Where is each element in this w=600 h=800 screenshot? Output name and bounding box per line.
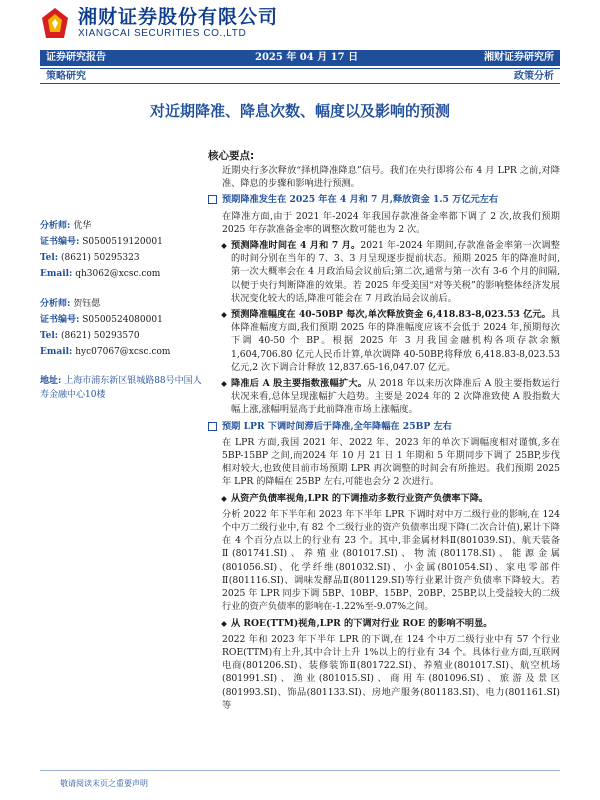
bullet-item: [222, 308, 560, 374]
bullet-item: [222, 377, 560, 417]
section-2-heading: [208, 420, 560, 433]
report-title: 对近期降准、降息次数、幅度以及影响的预测: [149, 102, 450, 120]
analyst-2-tel-row: [40, 328, 205, 344]
header: [0, 0, 600, 52]
analyst-2-name: 贺钰偲: [73, 299, 101, 309]
analyst-1-name-row: [40, 218, 205, 234]
analyst-1-email-row: [40, 266, 205, 282]
institute-name: 湘财证券研究所: [484, 52, 554, 63]
intro-paragraph: 近期央行多次释放“择机降准降息”信号。我们在央行即将公布 4 月 LPR 之前,对降准、降息的步骤和影响进行预测。: [222, 165, 560, 190]
report-date: 2025 年 04 月 17 日: [255, 52, 359, 63]
analyst-sidebar: [40, 218, 205, 402]
section-1-text: 预期降准发生在 2025 年在 4 月和 7 月,释放资金 1.5 万亿元左右: [222, 194, 499, 206]
analyst-2-email-row: [40, 344, 205, 360]
bullet-text: 具体降准幅度方面,我们预期 2025 年的降准幅度应该不会低于 2024 年,预期每次下调 40-50 个 BP。根据 2025 年 3 月我国金融机构各项存款余额 1,604,706.80 亿元人民币计算,单次调降 40-50BP,将释放 6,418.83-8,023.53 亿元,2 次下调合计释放 12,837.65-16,047.07 亿元。: [231, 309, 560, 373]
analyst-2-name-row: [40, 296, 205, 312]
analyst-2-tel: (8621) 50293570: [61, 331, 140, 341]
section-2-text: 预期 LPR 下调时间滞后于降准,全年降幅在 25BP 左右: [222, 420, 452, 432]
label: Tel:: [40, 253, 59, 263]
logo-mark-icon: [38, 6, 72, 40]
label: 证书编号:: [40, 315, 80, 325]
label: 证书编号:: [40, 237, 80, 247]
paragraph: 分析 2022 年下半年和 2023 年下半年 LPR 下调时对中万二级行业的影响,在 124 个中万二级行业中,有 82 个二级行业的资产负债率出现下降(二次合计值),累计下降在 4 个百分点以上的行业有 23 个。其中,非金属材料Ⅱ(801039.SI)、航天装备Ⅱ(801741.SI)、养殖业(801017.SI)、物流(801178.SI)、能源金属(801056.SI)、化学纤维(801032.SI)、小金属(801054.SI)、家电零部件Ⅱ(801116.SI)、调味发酵品Ⅱ(801129.SI)等行业累计资产负债率下降较大。若 2025 年 LPR 同步下调 5BP、10BP、15BP、20BP、25BP,以上受益较大的二级行业的资产负债率的影响在-1.22%至-9.07%之间。: [222, 508, 560, 613]
bullet-text: 从 2018 年以来历次降准后 A 股主要指数运行状况来看,总体呈现涨幅扩大趋势。主要是 2024 年的 2 次降准致使 A 股指数大幅上涨,涨幅明显高于此前降准市场上涨幅度。: [231, 378, 560, 416]
bullet-item: [222, 239, 560, 305]
report-type: 证券研究报告: [46, 52, 106, 63]
checkbox-icon: [208, 195, 217, 204]
report-info-bar: [40, 50, 560, 66]
company-logo: [38, 6, 278, 40]
analyst-1-tel-row: [40, 250, 205, 266]
analyst-1-name: 优华: [73, 221, 92, 231]
bullet-title: 降准后 A 股主要指数涨幅扩大。: [231, 378, 368, 390]
checkbox-icon: [208, 422, 217, 431]
address-label: 地址:: [40, 376, 62, 386]
footer-divider: [40, 770, 560, 771]
label: Tel:: [40, 331, 59, 341]
logo-name-cn: 湘财证券股份有限公司: [78, 6, 279, 28]
analyst-2-cert-row: [40, 312, 205, 328]
research-category: 策略研究: [46, 71, 86, 82]
analyst-1-cert-row: [40, 234, 205, 250]
footer-disclaimer: 敬请阅读末页之重要声明: [60, 779, 148, 788]
paragraph: 在 LPR 方面,我国 2021 年、2022 年、2023 年的单次下调幅度相对谨慎,多在 5BP-15BP 之间,而2024 年 10 月 21 日 1 年期和 5 年期同步下调了 25BP,步伐相对较大,也致使目前市场预期 LPR 再次调整的时间会有所推迟。我们预期 2025 年 LPR 的降幅在 25BP 左右,可能也会分 2 次进行。: [222, 436, 560, 488]
bullet-text: 2021 年-2024 年期间,存款准备金率第一次调整的时间分别在当年的 7、3、3 月呈现逐步提前状态。预期 2025 年的降准时间,第一次大概率会在 4 月政治局会议前后;第二次,通常与第一次有 3-6 个月的间隔,以便于央行判断降准的效果。若 2025 年受美国“对等关税”的影响整体经济发展状况变化较大的话,降准可能会在 7 月政治局会议前后。: [231, 240, 560, 304]
paragraph: 在降准方面,由于 2021 年-2024 年我国存款准备金率都下调了 2 次,故我们预期 2025 年存款准备金率的调整次数可能也为 2 次。: [222, 210, 560, 235]
address: [40, 374, 205, 402]
analyst-1-tel: (8621) 50295323: [61, 253, 140, 263]
core-points-title: 核心要点:: [208, 150, 255, 162]
logo-name-en: XIANGCAI SECURITIES CO.,LTD: [78, 28, 247, 39]
bullet-title: 预测降准幅度在 40-50BP 每次,单次释放资金 6,418.83-8,023.53 亿元。: [231, 309, 551, 321]
bullet-title: 预测降准时间在 4 月和 7 月。: [231, 240, 361, 252]
address-text: 上海市浦东新区银城路88号中国人寿金融中心10楼: [40, 376, 202, 400]
label: Email:: [40, 347, 73, 357]
section-1-heading: [208, 193, 560, 206]
paragraph: 2022 年和 2023 年下半年 LPR 的下调,在 124 个中万二级行业中有 57 个行业 ROE(TTM)有上升,其中合计上升 1%以上的行业有 34 个。具体行业方面,互联网电商(801206.SI)、装修装饰Ⅱ(801722.SI)、养殖业(801017.SI)、航空机场(801991.SI)、渔业(801015.SI)、商用车(801096.SI)、旅游及景区(801993.SI)、饰品(801133.SI)、房地产服务(801183.SI)、电力(801161.SI)等: [222, 633, 560, 711]
analyst-2-email[interactable]: hyc07067@xcsc.com: [75, 347, 171, 357]
bullet-title: 从 ROE(TTM)视角,LPR 的下调对行业 ROE 的影响不明显。: [231, 617, 493, 629]
analyst-1-cert: S0500519120001: [82, 237, 163, 247]
bullet-item: [222, 492, 560, 505]
bullet-title: 从资产负债率视角,LPR 的下调推动多数行业资产负债率下降。: [231, 492, 489, 504]
bullet-item: [222, 617, 560, 630]
analyst-1-email[interactable]: qh3062@xcsc.com: [75, 269, 161, 279]
analysis-category: 政策分析: [514, 71, 554, 82]
main-content: [222, 164, 560, 715]
analyst-2-cert: S0500524080001: [82, 315, 163, 325]
label: Email:: [40, 269, 73, 279]
label: 分析师:: [40, 221, 71, 231]
label: 分析师:: [40, 299, 71, 309]
category-bar: [40, 68, 560, 84]
